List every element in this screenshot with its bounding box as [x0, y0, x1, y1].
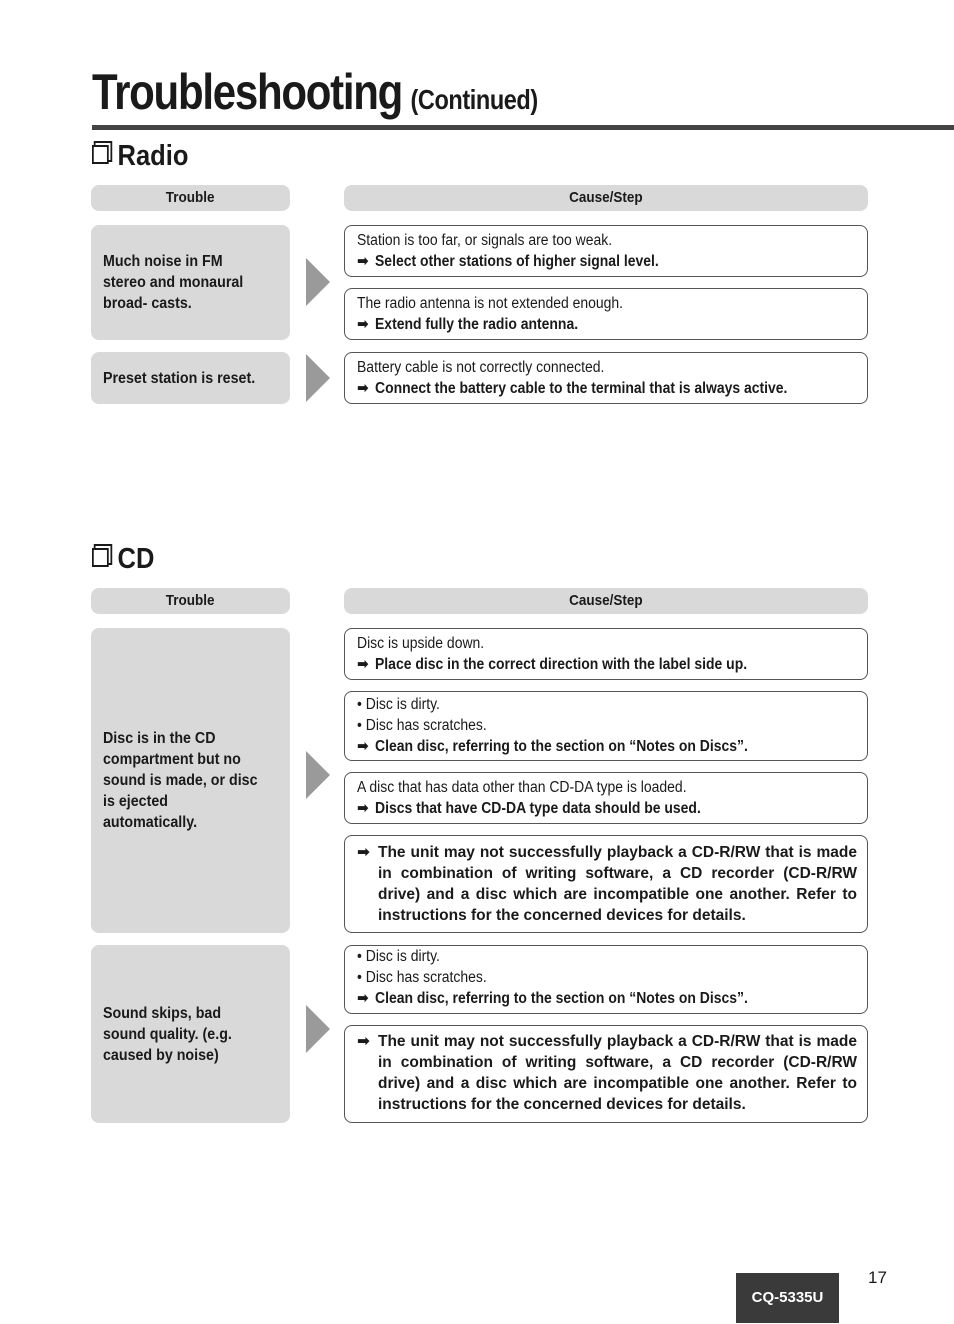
title-continued: (Continued) [410, 84, 538, 115]
arrow-icon [306, 751, 330, 799]
radio-cause-header: Cause/Step [344, 185, 868, 211]
step-arrow-icon: ➡ [357, 844, 370, 861]
page-title [92, 62, 538, 130]
step-arrow-icon: ➡ [357, 800, 369, 817]
step-arrow-icon: ➡ [357, 1033, 370, 1050]
title-text: Troubleshooting [92, 64, 403, 120]
radio-trouble-header: Trouble [91, 185, 290, 211]
cd-cause-6: ➡ The unit may not successfully playback a CD-R/RW that is made in combination of writing software, a CD recorder (CD-R/RW drive) and a disc which are incompatible one another. Refer to instructions for the concerned devices for details. [344, 1025, 868, 1123]
step-arrow-icon: ➡ [357, 990, 369, 1007]
step-arrow-icon: ➡ [357, 380, 369, 397]
radio-cause-2: The radio antenna is not extended enough. ➡ Extend fully the radio antenna. [344, 288, 868, 340]
checkbox-icon [92, 548, 109, 567]
cd-cause-4: ➡ The unit may not successfully playback a CD-R/RW that is made in combination of writing software, a CD recorder (CD-R/RW drive) and a disc which are incompatible one another. Refer to instructions for the concerned devices for details. [344, 835, 868, 933]
cd-cause-header: Cause/Step [344, 588, 868, 614]
arrow-icon [306, 1005, 330, 1053]
radio-trouble-2: Preset station is reset. [91, 352, 290, 404]
cd-cause-1: Disc is upside down. ➡ Place disc in the correct direction with the label side up. [344, 628, 868, 680]
radio-trouble-1: Much noise in FM stereo and monaural broad- casts. [91, 225, 290, 340]
arrow-icon [306, 258, 330, 306]
cd-cause-5: • Disc is dirty. • Disc has scratches. ➡ Clean disc, referring to the section on “Notes on Discs”. [344, 945, 868, 1014]
radio-section-title: Radio [92, 139, 188, 173]
cd-section-title: CD [92, 542, 154, 576]
model-badge: CQ-5335U [736, 1273, 839, 1323]
title-rule [92, 125, 954, 130]
cd-trouble-1: Disc is in the CD compartment but no sound is made, or disc is ejected automatically. [91, 628, 290, 933]
radio-cause-1: Station is too far, or signals are too weak. ➡ Select other stations of higher signal level. [344, 225, 868, 277]
page-number: 17 [868, 1268, 887, 1287]
cd-trouble-header: Trouble [91, 588, 290, 614]
radio-cause-3: Battery cable is not correctly connected. ➡ Connect the battery cable to the terminal that is always active. [344, 352, 868, 404]
cd-cause-3: A disc that has data other than CD-DA type is loaded. ➡ Discs that have CD-DA type data should be used. [344, 772, 868, 824]
cd-cause-2: • Disc is dirty. • Disc has scratches. ➡ Clean disc, referring to the section on “Notes on Discs”. [344, 691, 868, 761]
step-arrow-icon: ➡ [357, 656, 369, 673]
step-arrow-icon: ➡ [357, 738, 369, 755]
step-arrow-icon: ➡ [357, 253, 369, 270]
cd-trouble-2: Sound skips, bad sound quality. (e.g. caused by noise) [91, 945, 290, 1123]
arrow-icon [306, 354, 330, 402]
checkbox-icon [92, 145, 109, 164]
step-arrow-icon: ➡ [357, 316, 369, 333]
